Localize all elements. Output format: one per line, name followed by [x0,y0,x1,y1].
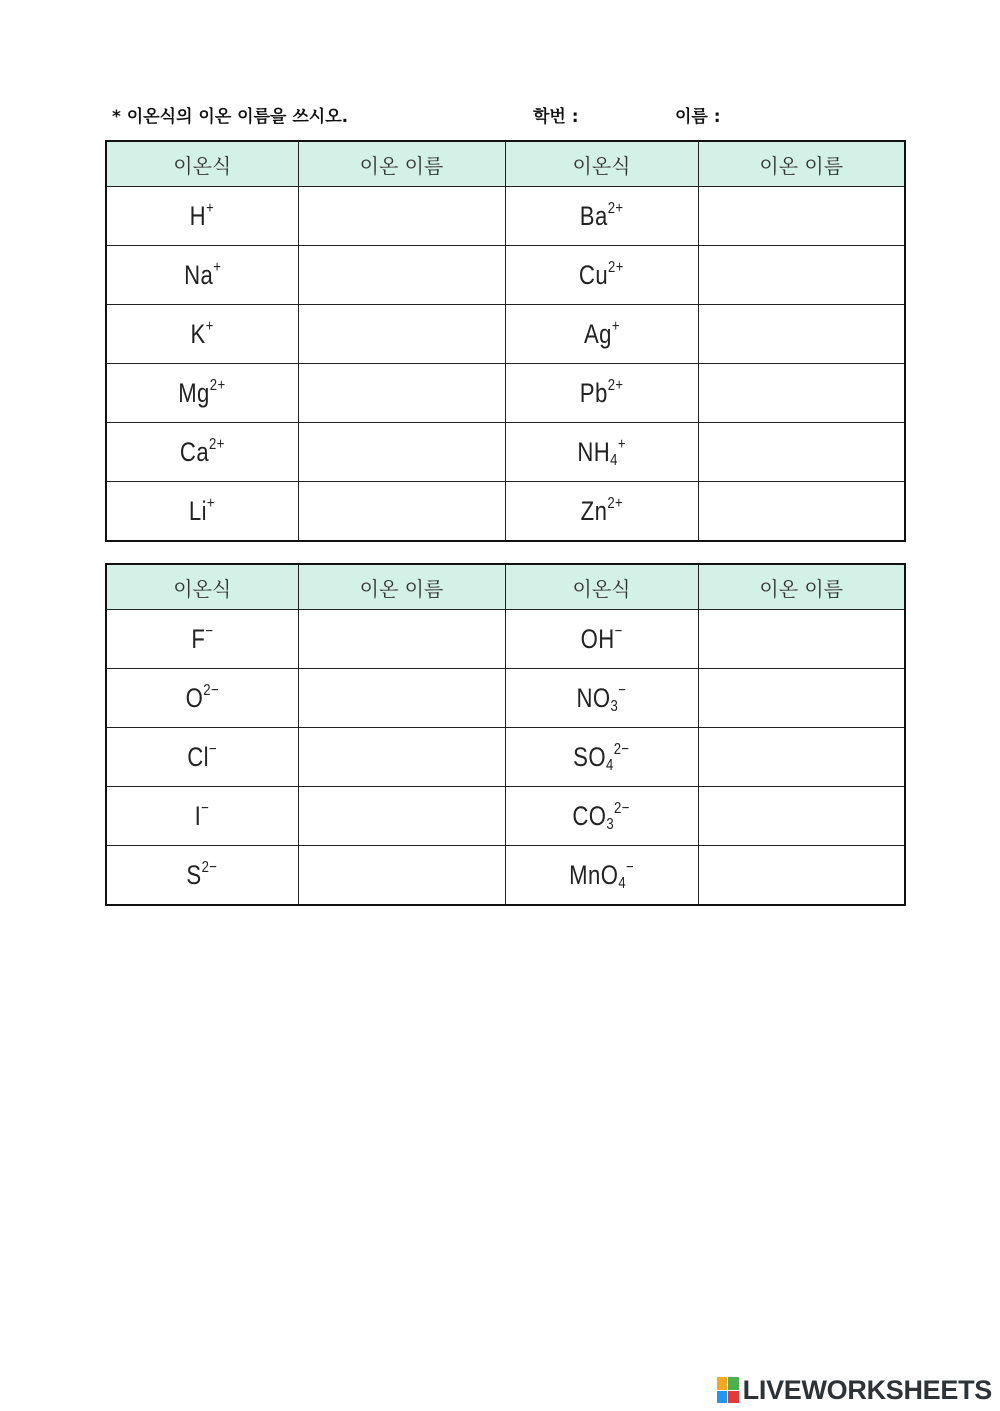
ion-formula [573,742,629,773]
ion-formula-subscript: 4 [610,451,618,469]
ion-formula-base: F [191,623,206,654]
ion-formula [190,201,214,232]
ion-name-answer-field[interactable] [698,728,905,787]
ion-name-answer-field[interactable] [698,787,905,846]
ion-charge: + [617,435,626,453]
instruction-text: * 이온식의 이온 이름을 쓰시오. [112,107,349,127]
ion-formula-subscript: 4 [618,874,626,892]
table-row [106,610,905,669]
ion-formula [580,201,624,232]
ion-name-answer-field[interactable] [298,246,505,305]
ion-formula-base: Cl [187,741,210,772]
ion-name-answer-field[interactable] [298,305,505,364]
ion-charge: + [205,317,214,335]
ion-name-answer-field[interactable] [698,846,905,906]
table-row [106,423,905,482]
ion-formula [579,260,624,291]
header-ion-name: 이온 이름 [698,141,905,187]
ion-name-answer-field[interactable] [298,728,505,787]
ion-charge: + [611,317,620,335]
ion-formula-base: Na [183,259,213,290]
ion-formula [186,683,219,714]
ion-charge: 2− [203,681,219,699]
ion-charge: + [207,494,216,512]
table-row [106,669,905,728]
ion-charge: − [625,858,634,876]
ion-formula [573,801,631,832]
ion-charge: − [614,622,623,640]
ion-formula-base: Mg [178,377,211,408]
table-header-row [106,141,905,187]
ion-name-answer-field[interactable] [298,364,505,423]
table-row [106,787,905,846]
ion-name-answer-field[interactable] [298,423,505,482]
ion-name-answer-field[interactable] [698,246,905,305]
ion-name-answer-field[interactable] [298,846,505,906]
ion-formula [187,742,217,773]
ion-name-answer-field[interactable] [298,787,505,846]
ion-formula-cell [106,364,298,423]
liveworksheets-logo-icon [717,1377,739,1403]
ion-formula-base: K [190,318,206,349]
header-ion-name: 이온 이름 [698,564,905,610]
ion-formula-cell [106,187,298,246]
ion-formula-base: Cu [579,259,609,290]
ion-charge: − [209,740,218,758]
ion-name-answer-field[interactable] [698,482,905,542]
ion-name-answer-field[interactable] [698,305,905,364]
ion-name-answer-field[interactable] [298,669,505,728]
ion-name-answer-field[interactable] [698,187,905,246]
ion-formula [584,319,620,350]
logo-square [728,1391,739,1404]
table-row [106,846,905,906]
logo-square [717,1391,728,1404]
ion-formula-subscript: 4 [606,756,614,774]
ion-formula-cell [106,669,298,728]
ion-charge: 2− [613,740,630,758]
ion-formula-base: I [194,800,202,831]
ion-charge: + [212,258,221,276]
ion-formula-base: Ca [179,436,209,467]
ion-formula-cell [106,482,298,542]
ion-formula-cell [505,610,698,669]
ion-formula-cell [505,669,698,728]
anion-table [105,563,906,906]
ion-formula-cell [106,423,298,482]
ion-name-answer-field[interactable] [698,423,905,482]
ion-formula [191,319,214,350]
header-ion-name: 이온 이름 [298,141,505,187]
ion-charge: 2+ [607,199,624,217]
ion-formula-cell [106,305,298,364]
cation-table [105,140,906,542]
header-ion-name: 이온 이름 [298,564,505,610]
ion-formula [179,378,226,409]
ion-charge: 2+ [208,435,225,453]
header-ion-formula: 이온식 [106,564,298,610]
ion-formula-cell [106,728,298,787]
ion-charge: 2+ [606,494,623,512]
ion-formula [577,437,626,468]
ion-name-answer-field[interactable] [698,364,905,423]
table-row [106,364,905,423]
header-ion-formula: 이온식 [505,141,698,187]
ion-formula [195,801,210,832]
ion-charge: − [205,622,214,640]
ion-charge: 2+ [210,376,226,394]
worksheet-header [112,100,912,128]
logo-square [717,1377,728,1390]
ion-formula [184,260,221,291]
table-header-row [106,564,905,610]
ion-formula-cell [505,246,698,305]
ion-formula-base: NO [576,682,611,713]
table-row [106,482,905,542]
ion-charge: 2+ [608,258,624,276]
student-number-label: 학번 : [533,107,579,127]
ion-formula-cell [505,423,698,482]
ion-formula-cell [106,610,298,669]
ion-formula-cell [106,787,298,846]
ion-formula-cell [505,305,698,364]
ion-charge: + [206,199,215,217]
ion-charge: 2+ [607,376,624,394]
header-ion-formula: 이온식 [106,141,298,187]
liveworksheets-watermark [717,1375,992,1405]
ion-formula-base: S [186,859,202,890]
ion-name-answer-field[interactable] [298,610,505,669]
student-name-label: 이름 : [675,107,721,127]
ion-name-answer-field[interactable] [698,610,905,669]
ion-formula-base: CO [572,800,607,831]
ion-formula-cell [505,787,698,846]
ion-formula-base: Li [189,495,208,526]
ion-formula [180,437,225,468]
ion-formula [189,496,215,527]
ion-formula [577,683,627,714]
watermark-text: LIVEWORKSHEETS [742,1374,992,1405]
ion-formula [580,624,622,655]
header-ion-formula: 이온식 [505,564,698,610]
ion-formula-cell [106,846,298,906]
ion-name-answer-field[interactable] [298,482,505,542]
ion-charge: 2− [201,858,218,876]
ion-formula-cell [505,728,698,787]
ion-formula-base: H [190,200,207,231]
ion-formula [187,860,218,891]
table-row [106,728,905,787]
ion-formula [191,624,213,655]
ion-name-answer-field[interactable] [298,187,505,246]
logo-square [728,1377,739,1390]
ion-formula-base: O [185,682,204,713]
ion-formula-base: Ba [579,200,608,231]
table-row [106,305,905,364]
ion-charge: − [201,799,210,817]
table-row [106,246,905,305]
ion-formula-base: SO [573,741,607,772]
ion-formula-subscript: 3 [606,815,615,833]
ion-name-answer-field[interactable] [698,669,905,728]
ion-charge: 2− [614,799,631,817]
ion-charge: − [618,681,627,699]
ion-formula-base: OH [580,623,615,654]
ion-formula [569,860,634,891]
ion-formula-cell [505,364,698,423]
ion-formula-base: NH [577,436,611,467]
ion-formula [580,496,622,527]
ion-formula-base: Pb [579,377,608,408]
ion-formula [580,378,624,409]
ion-formula-cell [505,482,698,542]
ion-formula-cell [505,846,698,906]
ion-formula-base: MnO [568,859,619,890]
ion-formula-cell [505,187,698,246]
table-row [106,187,905,246]
ion-formula-base: Ag [583,318,612,349]
ion-formula-cell [106,246,298,305]
ion-formula-base: Zn [580,495,607,526]
ion-formula-subscript: 3 [610,697,619,715]
